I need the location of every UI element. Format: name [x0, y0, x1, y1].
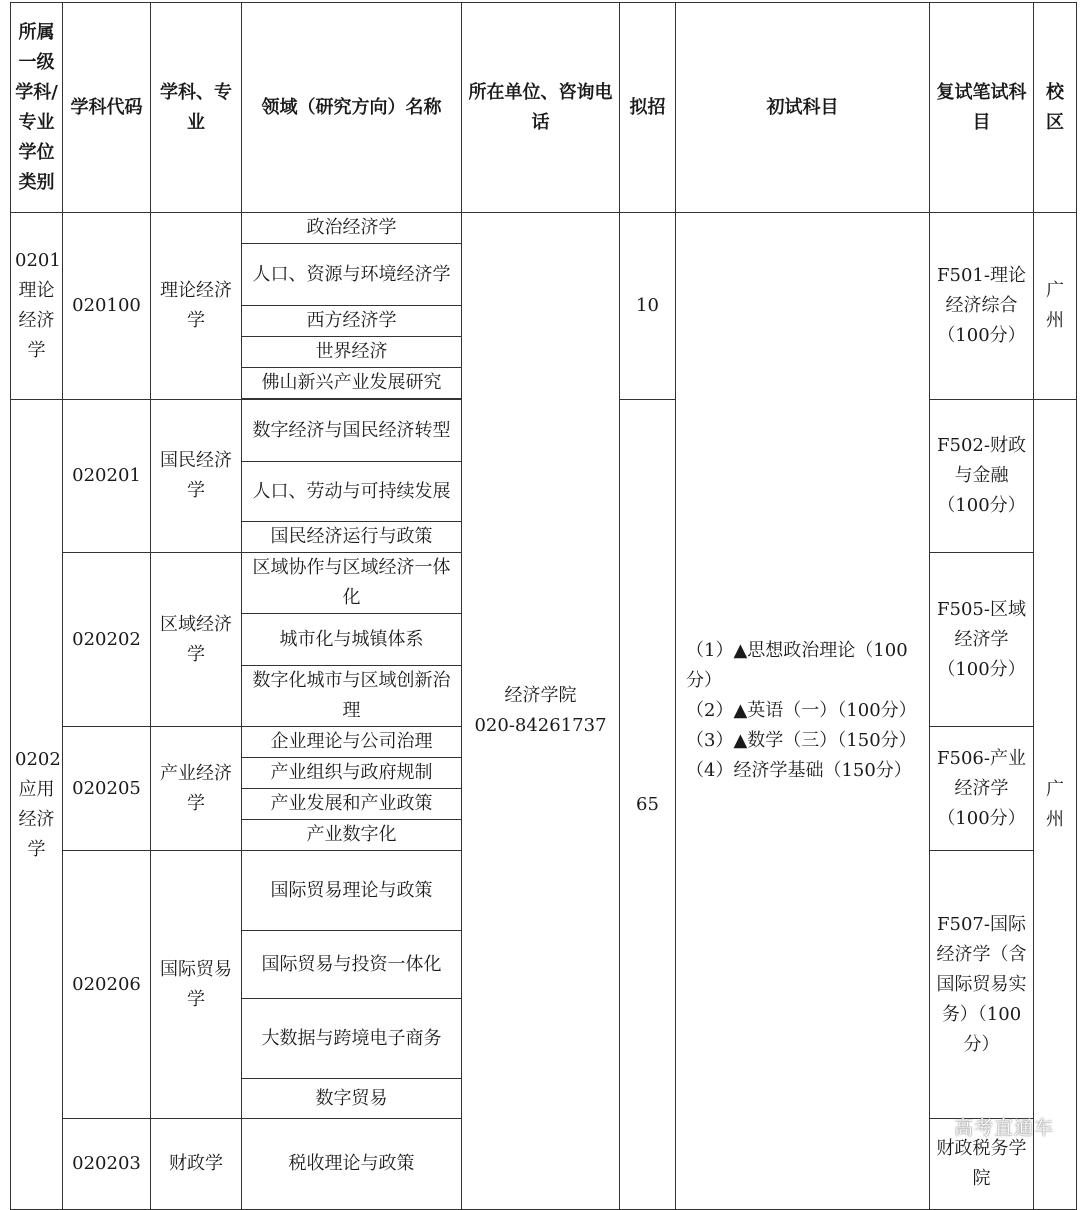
header-retest: 复试笔试科目 [930, 3, 1034, 213]
field-cell: 企业理论与公司治理 [242, 727, 462, 758]
exam-subjects-cell [676, 213, 930, 1210]
major-cell: 国民经济学 [151, 400, 242, 553]
field-cell: 产业数字化 [242, 820, 462, 851]
unit-cell: 财政税务学院 [930, 1119, 1034, 1210]
field-cell: 数字化城市与区域创新治理 [242, 666, 462, 727]
retest-cell: F502-财政与金融（100分） [930, 400, 1034, 553]
category-cell: 0202应用经济学 [11, 400, 63, 1210]
code-cell: 020201 [63, 400, 151, 553]
table-row [11, 213, 1077, 244]
enrollment-table-wrapper [10, 2, 1076, 1210]
campus-cell: 广州 [1034, 400, 1077, 1210]
field-cell: 佛山新兴产业发展研究 [242, 368, 462, 399]
major-cell: 区域经济学 [151, 553, 242, 727]
field-cell: 政治经济学 [242, 213, 462, 244]
header-category: 所属一级学科/专业学位类别 [11, 3, 63, 213]
enrollment-table [10, 2, 1077, 1210]
header-major: 学科、专业 [151, 3, 242, 213]
retest-cell: F505-区域经济学（100分） [930, 553, 1034, 727]
field-cell: 国际贸易理论与政策 [242, 851, 462, 931]
header-code: 学科代码 [63, 3, 151, 213]
retest-cell: F506-产业经济学（100分） [930, 727, 1034, 851]
field-cell: 城市化与城镇体系 [242, 614, 462, 666]
header-field: 领域（研究方向）名称 [242, 3, 462, 213]
field-cell: 国际贸易与投资一体化 [242, 931, 462, 999]
header-unit: 所在单位、咨询电话 [462, 3, 620, 213]
code-cell: 020202 [63, 553, 151, 727]
unit-phone: 020-84261737 [474, 715, 607, 736]
field-cell: 数字经济与国民经济转型 [242, 400, 462, 462]
exam-item: （3）▲数学（三）（150分） [686, 730, 917, 751]
field-cell: 世界经济 [242, 337, 462, 368]
campus-cell: 广州 [1034, 213, 1077, 400]
unit-cell [462, 213, 620, 1210]
major-cell: 理论经济学 [151, 213, 242, 400]
field-cell: 区域协作与区域经济一体化 [242, 553, 462, 614]
code-cell: 020203 [63, 1119, 151, 1210]
header-quota: 拟招 [620, 3, 676, 213]
quota-cell: 10 [620, 213, 676, 400]
field-cell: 产业组织与政府规制 [242, 758, 462, 789]
field-cell: 税收理论与政策 [242, 1119, 462, 1210]
field-cell: 西方经济学 [242, 306, 462, 337]
field-cell: 数字贸易 [242, 1079, 462, 1119]
major-cell: 国际贸易学 [151, 851, 242, 1119]
header-exam: 初试科目 [676, 3, 930, 213]
retest-cell: F507-国际经济学（含国际贸易实务）（100分） [930, 851, 1034, 1119]
field-cell: 国民经济运行与政策 [242, 522, 462, 553]
table-header-row [11, 3, 1077, 213]
watermark-text: 高考直通车 [953, 1117, 1054, 1139]
header-campus: 校区 [1034, 3, 1077, 213]
category-cell: 0201理论经济学 [11, 213, 63, 400]
code-cell: 020206 [63, 851, 151, 1119]
exam-item: （1）▲思想政治理论（100分） [686, 640, 908, 691]
quota-cell: 65 [620, 400, 676, 1210]
unit-name: 经济学院 [504, 685, 577, 706]
major-cell: 产业经济学 [151, 727, 242, 851]
field-cell: 人口、劳动与可持续发展 [242, 462, 462, 522]
field-cell: 人口、资源与环境经济学 [242, 244, 462, 306]
code-cell: 020100 [63, 213, 151, 400]
exam-item: （4）经济学基础（150分） [686, 760, 912, 781]
field-cell: 大数据与跨境电子商务 [242, 999, 462, 1079]
major-cell: 财政学 [151, 1119, 242, 1210]
field-cell: 产业发展和产业政策 [242, 789, 462, 820]
exam-item: （2）▲英语（一）（100分） [686, 700, 917, 721]
retest-cell: F501-理论经济综合（100分） [930, 213, 1034, 400]
code-cell: 020205 [63, 727, 151, 851]
